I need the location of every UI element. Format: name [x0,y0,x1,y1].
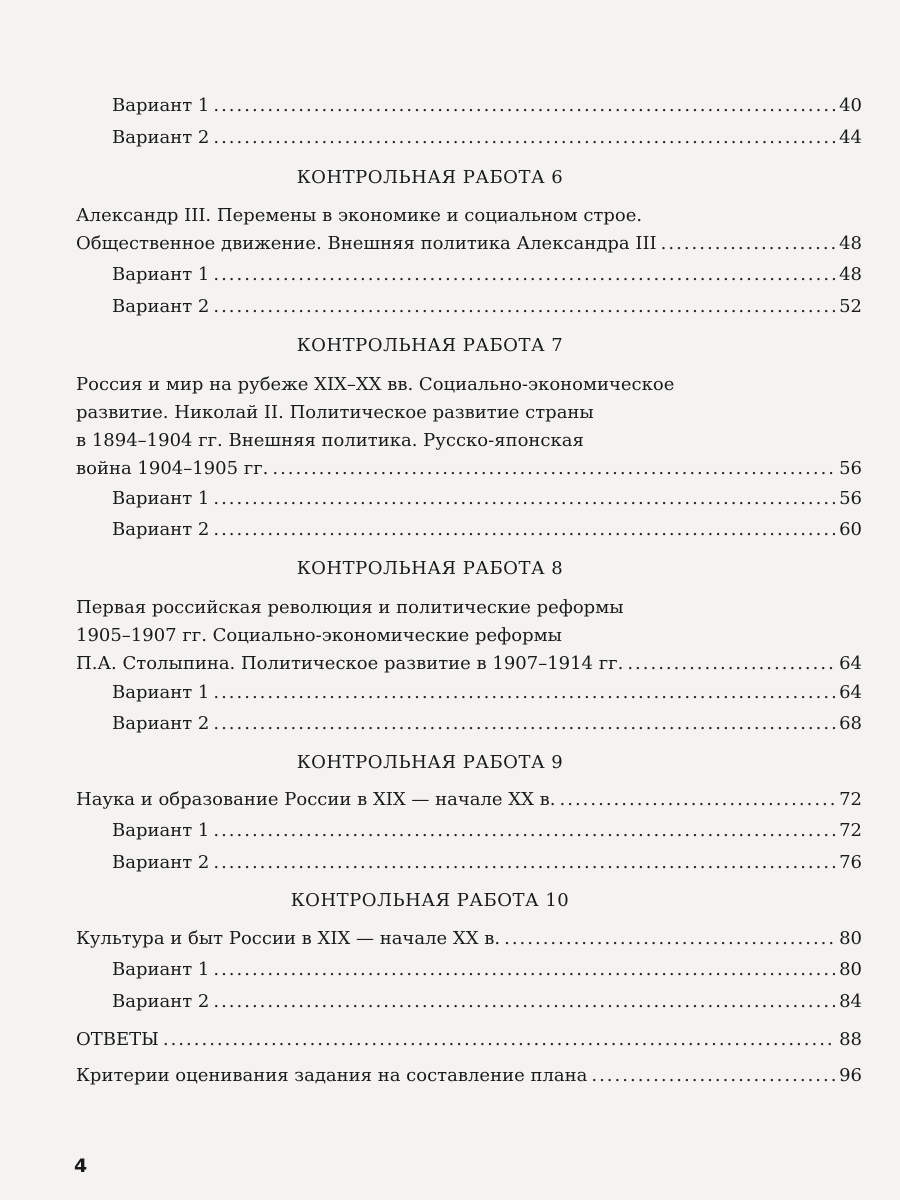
leader-dots [272,458,835,480]
toc-entry-variant [112,682,862,704]
entry-label: Наука и образование России в XIX — начале XX в. [76,789,556,810]
entry-label: П.А. Столыпина. Политическое развитие в 1907–1914 гг. [76,653,624,674]
leader-dots [213,820,835,842]
section-heading: КОНТРОЛЬНАЯ РАБОТА 9 [296,752,564,773]
entry-page: 56 [839,458,862,479]
entry-label: Вариант 2 [112,296,210,317]
toc-entry-variant [112,991,862,1013]
toc-entry-topic [76,928,862,950]
entry-label: Вариант 2 [112,852,210,873]
leader-dots [213,682,835,704]
entry-label: Общественное движение. Внешняя политика Александра III [76,233,657,254]
entry-label: Вариант 2 [112,713,210,734]
entry-label: Культура и быт России в XIX — начале XX в. [76,928,501,949]
entry-page: 48 [839,233,862,254]
entry-label: Вариант 1 [112,488,210,509]
section-heading: КОНТРОЛЬНАЯ РАБОТА 10 [290,890,570,911]
entry-page: 44 [839,127,862,148]
toc-entry-variant [112,820,862,842]
entry-page: 64 [839,653,862,674]
topic-line: в 1894–1904 гг. Внешняя политика. Русско-японская [76,430,584,451]
leader-dots [504,928,835,950]
toc-entry-topic [76,789,862,811]
entry-page: 68 [839,713,862,734]
toc-entry-answers [76,1029,862,1051]
toc-entry-topic [76,653,862,675]
leader-dots [213,713,835,735]
toc-entry-variant [112,127,862,149]
leader-dots [213,296,835,318]
page-number: 4 [74,1155,88,1177]
toc-entry-variant [112,488,862,510]
leader-dots [213,959,835,981]
toc-entry-topic [76,458,862,480]
leader-dots [560,789,836,811]
section-heading: КОНТРОЛЬНАЯ РАБОТА 7 [296,335,564,356]
leader-dots [213,264,835,286]
leader-dots [591,1065,835,1087]
entry-label: Вариант 1 [112,820,210,841]
toc-entry-variant [112,852,862,874]
entry-label: ОТВЕТЫ [76,1029,159,1050]
topic-line: Россия и мир на рубеже XIX–XX вв. Социально-экономическое [76,374,675,395]
entry-page: 48 [839,264,862,285]
leader-dots [213,95,835,117]
entry-label: война 1904–1905 гг. [76,458,269,479]
section-heading: КОНТРОЛЬНАЯ РАБОТА 6 [296,167,564,188]
topic-line: Александр III. Перемены в экономике и социальном строе. [76,205,643,226]
entry-label: Вариант 2 [112,519,210,540]
topic-line: Первая российская революция и политические реформы [76,597,624,618]
entry-page: 88 [839,1029,862,1050]
toc-entry-variant [112,519,862,541]
entry-page: 64 [839,682,862,703]
leader-dots [213,852,835,874]
entry-page: 80 [839,928,862,949]
toc-entry-variant [112,959,862,981]
entry-page: 56 [839,488,862,509]
entry-page: 52 [839,296,862,317]
entry-page: 40 [839,95,862,116]
toc-entry-variant [112,713,862,735]
entry-label: Вариант 1 [112,682,210,703]
entry-page: 60 [839,519,862,540]
leader-dots [627,653,835,675]
leader-dots [213,488,835,510]
entry-label: Критерии оценивания задания на составление плана [76,1065,588,1086]
entry-page: 72 [839,789,862,810]
entry-label: Вариант 2 [112,991,210,1012]
entry-label: Вариант 2 [112,127,210,148]
entry-label: Вариант 1 [112,264,210,285]
topic-line: развитие. Николай II. Политическое развитие страны [76,402,594,423]
toc-entry-variant [112,264,862,286]
leader-dots [213,127,835,149]
toc-entry-variant [112,296,862,318]
leader-dots [213,519,835,541]
entry-page: 72 [839,820,862,841]
entry-page: 76 [839,852,862,873]
entry-label: Вариант 1 [112,95,210,116]
toc-entry-criteria [76,1065,862,1087]
toc-entry-variant [112,95,862,117]
leader-dots [213,991,835,1013]
entry-label: Вариант 1 [112,959,210,980]
entry-page: 84 [839,991,862,1012]
entry-page: 96 [839,1065,862,1086]
toc-entry-topic [76,233,862,255]
topic-line: 1905–1907 гг. Социально-экономические реформы [76,625,562,646]
entry-page: 80 [839,959,862,980]
leader-dots [661,233,835,255]
leader-dots [163,1029,835,1051]
section-heading: КОНТРОЛЬНАЯ РАБОТА 8 [296,558,564,579]
